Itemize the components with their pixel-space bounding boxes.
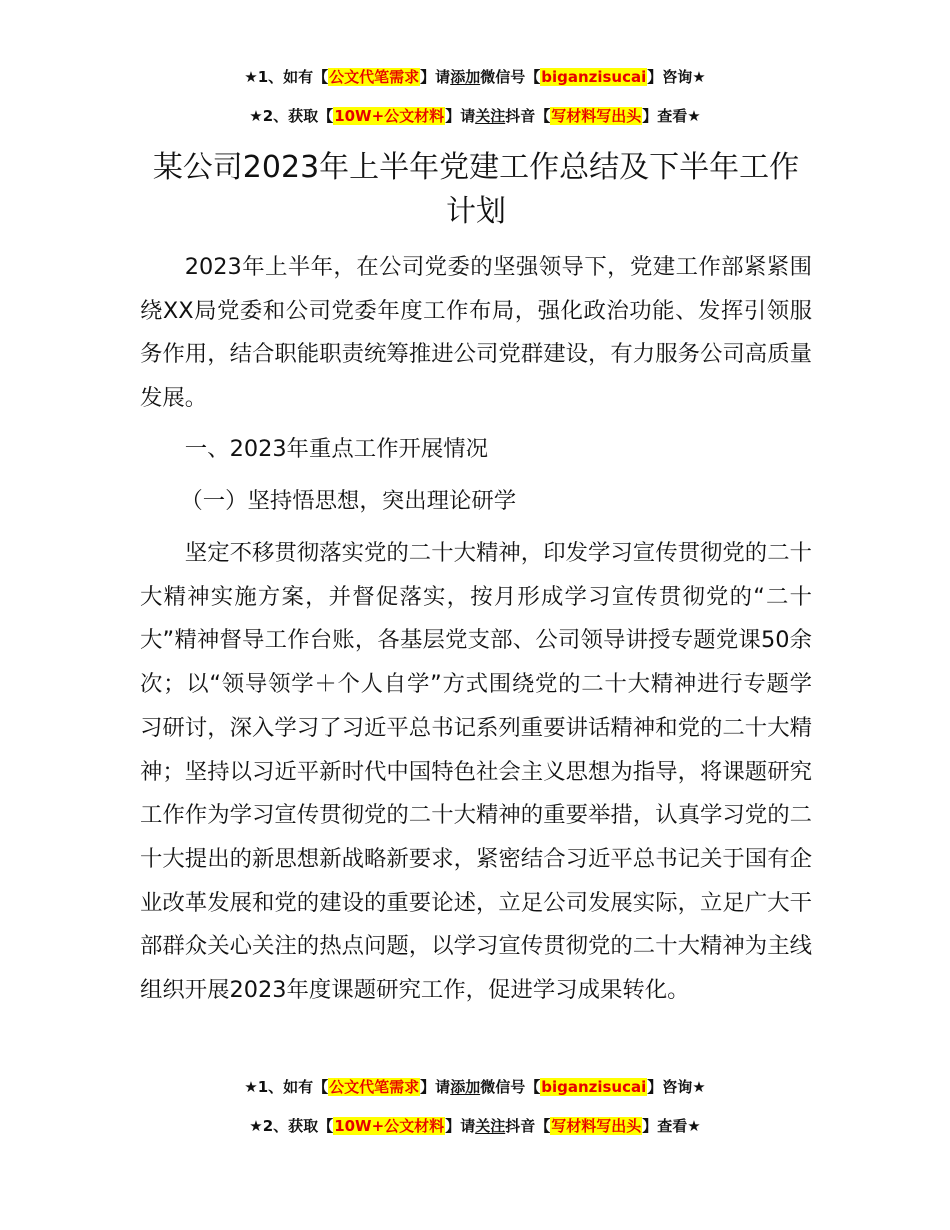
banner-text: 抖音【 <box>505 1117 551 1135</box>
banner-underlined-text: 添加 <box>450 1078 481 1096</box>
section-heading: 一、2023年重点工作开展情况 <box>184 436 489 462</box>
banner-text: 】请 <box>420 68 451 86</box>
banner-highlight-douyin-id: 写材料写出头 <box>551 107 642 125</box>
subsection-heading: （一）坚持悟思想，突出理论研学 <box>180 488 517 514</box>
banner-highlight: 10W+公文材料 <box>334 1117 445 1135</box>
banner-text: 抖音【 <box>505 107 551 125</box>
banner-highlight: 公文代笔需求 <box>329 68 420 86</box>
banner-highlight-douyin-id: 写材料写出头 <box>551 1117 642 1135</box>
banner-prefix: ★1、如有【 <box>244 1078 329 1096</box>
promo-banner-line-2-top <box>0 106 950 126</box>
banner-underlined-text: 添加 <box>450 68 481 86</box>
banner-prefix: ★2、获取【 <box>249 1117 334 1135</box>
banner-prefix: ★1、如有【 <box>244 68 329 86</box>
banner-highlight-wechat-id: biganzisucai <box>541 68 647 86</box>
subsection-body-paragraph: 坚定不移贯彻落实党的二十大精神，印发学习宣传贯彻党的二十大精神实施方案，并督促落实，按月形成学习宣传贯彻党的“二十大”精神督导工作台账，各基层党支部、公司领导讲授专题党课50余次；以“领导领学＋个人自学”方式围绕党的二十大精神进行专题学习研讨，深入学习了习近平总书记系列重要讲话精神和党的二十大精神；坚持以习近平新时代中国特色社会主义思想为指导，将课题研究工作作为学习宣传贯彻党的二十大精神的重要举措，认真学习党的二十大提出的新思想新战略新要求，紧密结合习近平总书记关于国有企业改革发展和党的建设的重要论述，立足公司发展实际，立足广大干部群众关心关注的热点问题，以学习宣传贯彻党的二十大精神为主线组织开展2023年度课题研究工作，促进学习成果转化。 <box>140 540 812 1004</box>
banner-text: 】请 <box>445 107 476 125</box>
intro-paragraph: 2023年上半年，在公司党委的坚强领导下，党建工作部紧紧围绕XX局党委和公司党委年度工作布局，强化政治功能、发挥引领服务作用，结合职能职责统筹推进公司党群建设，有力服务公司高质量发展。 <box>140 254 812 412</box>
document-title: 某公司2023年上半年党建工作总结及下半年工作计划 <box>152 150 800 229</box>
banner-text: 】请 <box>420 1078 451 1096</box>
banner-suffix: 】查看★ <box>642 107 701 125</box>
banner-highlight: 10W+公文材料 <box>334 107 445 125</box>
banner-highlight: 公文代笔需求 <box>329 1078 420 1096</box>
banner-highlight-wechat-id: biganzisucai <box>541 1078 647 1096</box>
banner-suffix: 】咨询★ <box>647 1078 706 1096</box>
promo-banner-line-1-top <box>0 67 950 87</box>
banner-text: 】请 <box>445 1117 476 1135</box>
banner-suffix: 】查看★ <box>642 1117 701 1135</box>
promo-banner-line-1-bottom <box>0 1077 950 1097</box>
promo-banner-line-2-bottom <box>0 1116 950 1136</box>
banner-suffix: 】咨询★ <box>647 68 706 86</box>
banner-text: 微信号【 <box>480 1078 541 1096</box>
banner-text: 微信号【 <box>480 68 541 86</box>
banner-underlined-text: 关注 <box>475 107 506 125</box>
banner-prefix: ★2、获取【 <box>249 107 334 125</box>
banner-underlined-text: 关注 <box>475 1117 506 1135</box>
